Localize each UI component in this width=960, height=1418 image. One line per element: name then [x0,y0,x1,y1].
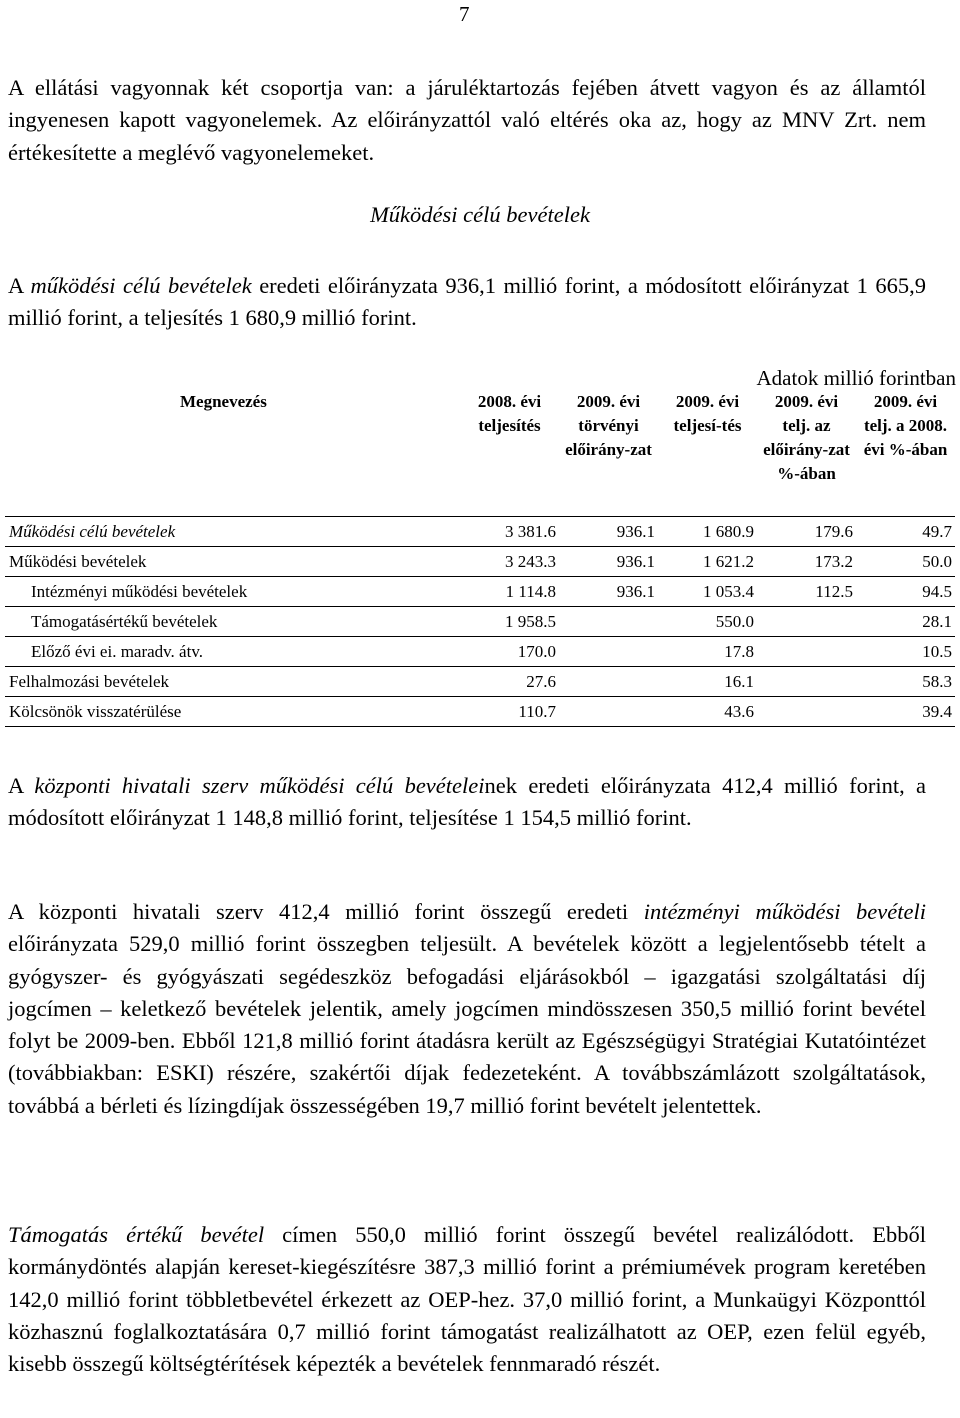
col-2008-teljesites-cell: 1 958.5 [460,607,559,637]
col-2009-torvenyi-cell: 936.1 [559,547,658,577]
header-name: Megnevezés [5,390,460,517]
col-2009-2008-pct-cell: 49.7 [856,517,955,547]
intro-paragraph: A ellátási vagyonnak két csoportja van: a járuléktartozás fejében átvett vagyon és az államtól ingyenesen kapott vagyonelemek. Az előirányzattól való eltérés oka az, hogy az MNV Zrt. nem értékesítette a meglévő vagyonelemeket. [8,75,926,165]
col-2008-teljesites-cell: 170.0 [460,637,559,667]
col-2009-2008-pct-cell: 94.5 [856,577,955,607]
table-row [5,607,955,637]
section-heading: Működési célú bevételek [370,202,590,227]
header-2009-teljesites: 2009. évi teljesí-tés [658,390,757,517]
col-2009-eloiranyzat-pct-cell [757,697,856,727]
paragraph-intezmenyi-bevetel-prefix: A központi hivatali szerv 412,4 millió forint összegű eredeti [8,899,644,924]
col-2008-teljesites-cell: 3 243.3 [460,547,559,577]
header-2009-2008-pct: 2009. évi telj. a 2008. évi %-ában [856,390,955,517]
col-2009-teljesites-cell: 550.0 [658,607,757,637]
col-2009-2008-pct-cell: 58.3 [856,667,955,697]
col-2009-torvenyi-cell [559,697,658,727]
budget-table [5,390,955,727]
col-2009-2008-pct-cell: 28.1 [856,607,955,637]
header-2009-eloiranyzat-pct: 2009. évi telj. az előirány-zat %-ában [757,390,856,517]
col-2009-2008-pct-cell: 39.4 [856,697,955,727]
col-2008-teljesites-cell: 110.7 [460,697,559,727]
col-2009-eloiranyzat-pct-cell [757,607,856,637]
col-2009-teljesites-cell: 1 621.2 [658,547,757,577]
col-2009-eloiranyzat-pct-cell [757,667,856,697]
row-name: Támogatásértékű bevételek [5,607,460,637]
col-2008-teljesites-cell: 27.6 [460,667,559,697]
col-2009-teljesites-cell: 17.8 [658,637,757,667]
row-name: Működési bevételek [5,547,460,577]
col-2009-2008-pct-cell: 10.5 [856,637,955,667]
section-paragraph-rest: eredeti előirányzata 936,1 millió forint, a módosított előirányzat 1 665,9 millió forint, a teljesítés 1 680,9 millió forint. [8,273,926,331]
table-row [5,667,955,697]
header-2009-torvenyi: 2009. évi törvényi előirány-zat [559,390,658,517]
table-row [5,547,955,577]
col-2009-torvenyi-cell [559,667,658,697]
col-2009-teljesites-cell: 1 680.9 [658,517,757,547]
col-2009-teljesites-cell: 43.6 [658,697,757,727]
col-2009-teljesites-cell: 1 053.4 [658,577,757,607]
col-2009-torvenyi-cell: 936.1 [559,577,658,607]
col-2008-teljesites-cell: 1 114.8 [460,577,559,607]
paragraph-tamogatas-rest: címen 550,0 millió forint összegű bevétel realizálódott. Ebből kormánydöntés alapján kereset-kiegészítésre 387,3 millió forint a prémiumévek program keretében 142,0 millió forint többletbevétel érkezett az OEP-hez. 37,0 millió forint, a Munkaügyi Központtól közhasznú foglalkoztatására 0,7 millió forint támogatást realizálhatott az OEP, ezen felül egyéb, kisebb összegű költségtérítések képezték a bevételek fennmaradó részét. [8,1222,926,1377]
paragraph-kozponti-hivatal-italic: központi hivatali szerv működési célú bevételei [34,773,485,798]
table-row [5,517,955,547]
paragraph-intezmenyi-bevetel-rest: előirányzata 529,0 millió forint összegben teljesült. A bevételek között a legjelentősebb tételt a gyógyszer- és gyógyászati segédeszköz befogadási eljárásokból – igazgatási szolgáltatási díj jogcímen – keletkező bevételek jelentik, amely jogcímen mindösszesen 350,5 millió forint bevétel folyt be 2009-ben. Ebből 121,8 millió forint átadásra került az Egészségügyi Stratégiai Kutatóintézet (továbbiakban: ESKI) részére, szakértői díjak fedezeteként. A továbbszámlázott szolgáltatások, továbbá a bérleti és lízingdíjak összességében 19,7 millió forint bevételt jelentettek. [8,931,926,1118]
col-2009-eloiranyzat-pct-cell: 179.6 [757,517,856,547]
col-2008-teljesites-cell: 3 381.6 [460,517,559,547]
paragraph-tamogatas-italic: Támogatás értékű bevétel [8,1222,265,1247]
table-unit-label: Adatok millió forintban [756,366,956,390]
col-2009-torvenyi-cell: 936.1 [559,517,658,547]
col-2009-eloiranyzat-pct-cell [757,637,856,667]
row-name: Kölcsönök visszatérülése [5,697,460,727]
col-2009-eloiranyzat-pct-cell: 112.5 [757,577,856,607]
paragraph-intezmenyi-bevetel [8,896,926,1122]
page-number: 7 [459,2,470,26]
row-name: Felhalmozási bevételek [5,667,460,697]
col-2009-eloiranyzat-pct-cell: 173.2 [757,547,856,577]
section-paragraph-prefix: A [8,273,31,298]
table-row [5,697,955,727]
row-name: Intézményi működési bevételek [5,577,460,607]
row-name: Működési célú bevételek [5,517,460,547]
section-paragraph-italic: működési célú bevételek [30,273,252,298]
header-2008-teljesites: 2008. évi teljesítés [460,390,559,517]
table-header-row [5,390,955,517]
section-paragraph [8,270,926,335]
row-name: Előző évi ei. maradv. átv. [5,637,460,667]
paragraph-tamogatas [8,1219,926,1380]
col-2009-teljesites-cell: 16.1 [658,667,757,697]
table-row [5,637,955,667]
table-row [5,577,955,607]
col-2009-torvenyi-cell [559,637,658,667]
paragraph-kozponti-hivatal [8,770,926,835]
table-body [5,517,955,727]
paragraph-kozponti-hivatal-prefix: A [8,773,35,798]
col-2009-torvenyi-cell [559,607,658,637]
paragraph-kozponti-hivatal-rest: nek eredeti előirányzata 412,4 millió forint, a módosított előirányzat 1 148,8 millió forint, teljesítése 1 154,5 millió forint. [8,773,926,831]
paragraph-intezmenyi-bevetel-italic: intézményi működési bevételi [643,899,926,924]
col-2009-2008-pct-cell: 50.0 [856,547,955,577]
